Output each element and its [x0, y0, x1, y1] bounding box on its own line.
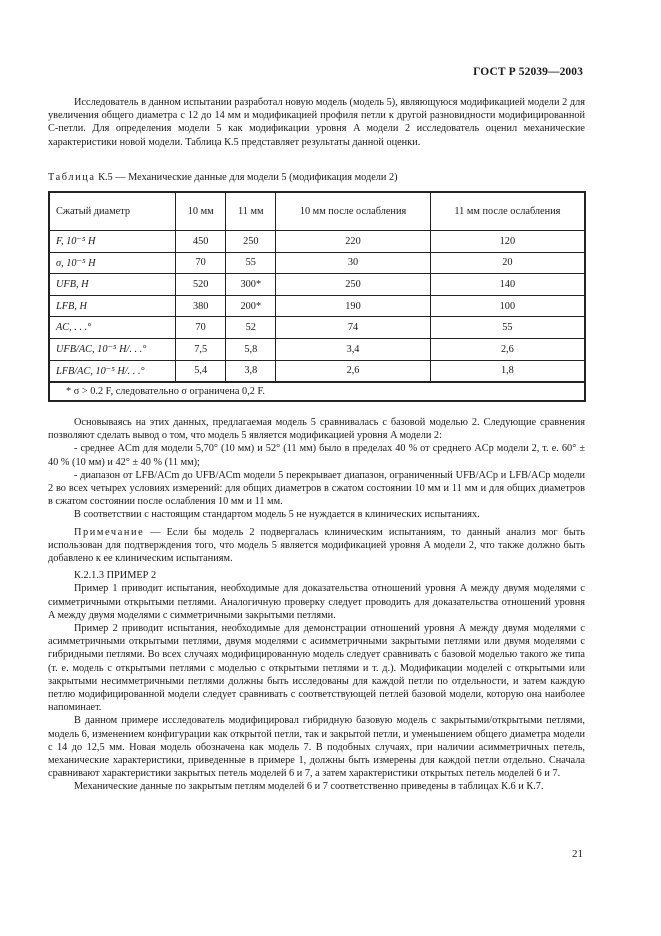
- row-label: LFB, Н: [49, 295, 176, 317]
- table-cell: 20: [430, 252, 585, 274]
- intro-text: Исследователь в данном испытании разработал новую модель (модель 5), являющуюся модификацией модели 2 для увеличения общего диаметра с 12 до 14 мм и модификацией профиля петли к другой разновидности модифицированной C-петли. Для определения модели 5 как модификации уровня A модели 2 исследователь оценил механические характеристики новой модели. Таблица К.5 представляет результаты данной оценки.: [48, 97, 585, 148]
- paragraph-comparison: Основываясь на этих данных, предлагаемая модель 5 сравнивалась с базовой моделью 2. Следующие сравнения позволяют сделать вывод о том, что модель 5 является модификацией уровня A модели 2:: [48, 417, 585, 442]
- table-cell: 3,4: [276, 338, 431, 360]
- row-label: σ, 10⁻⁵ Н: [49, 252, 176, 274]
- table-cell: 74: [276, 317, 431, 339]
- table-cell: 5,8: [226, 338, 276, 360]
- standard-header: ГОСТ Р 52039—2003: [473, 66, 583, 78]
- body-text: [48, 416, 585, 794]
- table-cell: 520: [176, 274, 226, 296]
- row-label: F, 10⁻⁵ Н: [49, 231, 176, 253]
- table-cell: 55: [430, 317, 585, 339]
- table-footnote: * σ > 0.2 F, следовательно σ ограничена 0,2 F.: [48, 382, 586, 402]
- table-row: [49, 360, 585, 382]
- table-cell: 7,5: [176, 338, 226, 360]
- table-header-row: [49, 192, 585, 231]
- row-label: UFB/AC, 10⁻⁵ Н/. . .°: [49, 338, 176, 360]
- table-cell: 300*: [226, 274, 276, 296]
- table-row: [49, 338, 585, 360]
- note-paragraph: [48, 526, 585, 566]
- table-cell: 250: [226, 231, 276, 253]
- table-cell: 250: [276, 274, 431, 296]
- table-cell: 5,4: [176, 360, 226, 382]
- table-cell: 120: [430, 231, 585, 253]
- table-cell: 1,8: [430, 360, 585, 382]
- table-caption: [48, 172, 398, 183]
- table-cell: 70: [176, 252, 226, 274]
- table-cell: 200*: [226, 295, 276, 317]
- table-header-cell: Сжатый диаметр: [49, 192, 176, 231]
- table-row: [49, 317, 585, 339]
- paragraph-example2: Пример 2 приводит испытания, необходимые для демонстрации отношений уровня A между двумя моделями с асимметричными открытыми петлями, двумя моделями с асимметричными закрытыми петлями или двумя моделями с гибридными петлями. Во всех случаях модифицированную модель следует сравнивать с базовой моделью такого же типа (т. е. модель с открытыми петлями с моделью с открытыми петлями и т. д.). Модификации моделей с открытыми или закрытыми несимметричными петлями должны быть исследованы для каждой петли по отдельности, и затем каждую петлю модифицированной модели следует сравнивать с соответствующей петлей базовой модели, которую она наиболее напоминает.: [48, 623, 585, 714]
- table-cell: 140: [430, 274, 585, 296]
- table-row: [49, 274, 585, 296]
- paragraph-model7: В данном примере исследователь модифицировал гибридную базовую модель с закрытыми/открытыми петлями, модель 6, изменением конфигурации как открытой петли, так и закрытой петли, и уменьшением общего диаметра модели с 14 до 12,5 мм. Новая модель обозначена как модель 7. В подобных случаях, при наличии асимметричных петель, механические характеристики, приведенные в примере 1, должны быть измерены для каждой петли отдельно. Сначала сравнивают характеристики закрытых петель моделей 6 и 7, а затем характеристики открытых петель моделей 6 и 7.: [48, 715, 585, 780]
- table-cell: 52: [226, 317, 276, 339]
- row-label: UFB, Н: [49, 274, 176, 296]
- paragraph-tables-ref: Механические данные по закрытым петлям моделей 6 и 7 соответственно приведены в таблицах К.6 и К.7.: [74, 781, 544, 793]
- table-cell: 30: [276, 252, 431, 274]
- table-row: [49, 231, 585, 253]
- table-cell: 2,6: [430, 338, 585, 360]
- table-cell: 380: [176, 295, 226, 317]
- table-cell: 220: [276, 231, 431, 253]
- row-label: AC, . . .°: [49, 317, 176, 339]
- table-caption-text: К.5 — Механические данные для модели 5 (модификация модели 2): [98, 172, 398, 183]
- intro-paragraph: [48, 96, 585, 149]
- table-cell: 55: [226, 252, 276, 274]
- note-prefix: Примечание: [74, 526, 145, 538]
- table-header-cell: 11 мм: [226, 192, 276, 231]
- table-cell: 2,6: [276, 360, 431, 382]
- section-heading: К.2.1.3 ПРИМЕР 2: [74, 570, 157, 582]
- page-number: 21: [572, 848, 583, 860]
- table-header-cell: 11 мм после ослабления: [430, 192, 585, 231]
- table-header-cell: 10 мм после ослабления: [276, 192, 431, 231]
- table-row: [49, 252, 585, 274]
- table-cell: 450: [176, 231, 226, 253]
- table-cell: 70: [176, 317, 226, 339]
- table-cell: 100: [430, 295, 585, 317]
- note-text: — Если бы модель 2 подвергалась клиническим испытаниям, то данный анализ мог быть использован для подтверждения того, что модель 5 является модификацией уровня A модели 2, что также должно быть добавлено к ее клиническим испытаниям.: [48, 526, 585, 565]
- table-caption-prefix: Таблица: [48, 172, 96, 183]
- table-cell: 3,8: [226, 360, 276, 382]
- mechanical-data-table: [48, 191, 586, 383]
- paragraph-example1: Пример 1 приводит испытания, необходимые для доказательства отношений уровня A между двумя моделями с симметричными открытыми петлями. Аналогичную проверку следует проводить для доказательства отношений уровня A между двумя моделями с симметричными закрытыми петлями.: [48, 583, 585, 621]
- table-cell: 190: [276, 295, 431, 317]
- table-header-cell: 10 мм: [176, 192, 226, 231]
- paragraph-ac-mean: - среднее ACm для модели 5,70° (10 мм) и 52° (11 мм) было в пределах 40 % от среднего ACp модели 2, т. е. 60° ± 40 % (10 мм) и 42° ± 40 % (11 мм);: [48, 443, 585, 468]
- table-row: [49, 295, 585, 317]
- row-label: LFB/AC, 10⁻⁵ Н/. . .°: [49, 360, 176, 382]
- paragraph-conclusion: В соответствии с настоящим стандартом модель 5 не нуждается в клинических испытаниях.: [74, 509, 480, 521]
- paragraph-range: - диапазон от LFB/ACm до UFB/ACm модели 5 перекрывает диапазон, ограниченный UFB/ACp и LFB/ACp модели 2 во всех четырех условиях измерений: для общих диаметров в сжатом состоянии 10 мм и 11 мм и для общих диаметров в сжатом состоянии после ослабления 10 мм и 11 мм.: [48, 469, 585, 508]
